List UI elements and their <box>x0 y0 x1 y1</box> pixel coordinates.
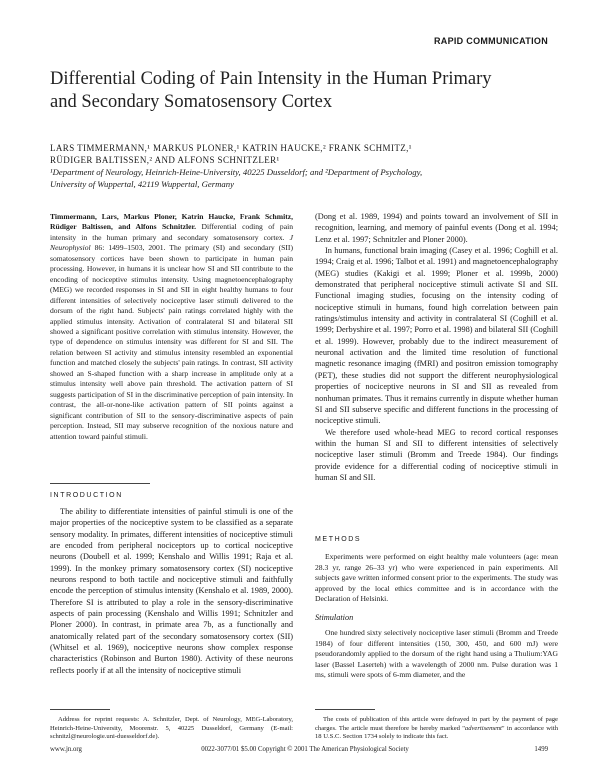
affiliations <box>50 166 560 190</box>
affiliation-line-2: University of Wuppertal, 42119 Wuppertal, Germany <box>50 179 234 189</box>
running-header: RAPID COMMUNICATION <box>433 36 548 46</box>
stimulation-paragraph: One hundred sixty selectively nociceptive laser stimuli (Bromm and Treede 1984) of four different intensities (150, 300, 450, and 600 mJ) were pseudorandomly applied to the dorsum of the right hand using a Thulium:YAG laser (Bassel Laserteh) with a wavelength of 2000 nm. Pulse duration was 1 ms, stimuli were spots of 6-mm diameter, and the <box>315 628 558 680</box>
introduction-paragraph-2: (Dong et al. 1989, 1994) and points toward an involvement of SII in recognition, learning, and memory of painful events (Dong et al. 1994; Lenz et al. 1997; Schnitzler and Ploner 2000). <box>315 212 558 244</box>
methods-paragraph-1: Experiments were performed on eight healthy male volunteers (age: mean 28.3 yr, range 26–33 yr) who were experienced in pain experiments. All subjects gave written informed consent prior to the experiments. The study was approved by the local ethics committee and is in accordance with the Declaration of Helsinki. <box>315 552 558 604</box>
affiliation-line-1: ¹Department of Neurology, Heinrich-Heine-University, 40225 Dusseldorf; and ²Department of Psychology, <box>50 167 423 177</box>
address-footnote: Address for reprint requests: A. Schnitzler, Dept. of Neurology, MEG-Laboratory, Heinrich-Heine-University, Moorenstr. 5, 40225 Dusseldorf, Germany (E-mail: schnitzl@neurologie.uni-duesseldorf.de). <box>50 716 293 741</box>
costs-footnote-part-2: " in accordance with 18 U.S.C. Section 1734 solely to indicate this fact. <box>315 724 558 741</box>
page-number: 1499 <box>534 746 548 753</box>
introduction-paragraph-1: The ability to differentiate intensities of painful stimuli is one of the major properties of the nociceptive system to be classified as a separate sensory modality. In primates, different intensities of nociceptive stimuli are encoded from peripheral nociceptors up to cortical nociceptive neurons (Doubell et al. 1999; Kenshalo and Willis 1991; Raja et al. 1999). In the monkey primary somatosensory cortex (SI) nociceptive neurons respond to both tactile and nociceptive stimuli and faithfully encode the perception of stimulus intensity (Kenshalo et al. 1989, 2000). Therefore SI is attributed to play a role in the sensory-discriminative aspects of pain processing (Kenshalo and Willis 1991; Schnitzler and Ploner 2000). In contrast, in primate area 7b, as a functionally and anatomically related part of the secondary somatosensory cortex (SII) (Whitsel et al. 1969), nociceptive neurons show complex response characteristics (Robinson and Burton 1980). Activity of these neurons reflects poorly if at all the intensity of nociceptive stimuli <box>50 507 293 675</box>
journal-name: J Neurophysiol <box>50 232 293 253</box>
title-line-2: and Secondary Somatosensory Cortex <box>50 92 333 112</box>
authors-line-2: RÜDIGER BALTISSEN,² AND ALFONS SCHNITZLER¹ <box>50 155 280 165</box>
article-title <box>50 68 520 114</box>
section-divider <box>50 483 150 484</box>
abstract-title: Differential coding of pain intensity in the human primary and secondary somatosensory cortex. <box>50 222 293 242</box>
introduction-heading: INTRODUCTION <box>50 492 123 499</box>
introduction-paragraph-4: We therefore used whole-head MEG to record cortical responses within the human SI and SII to different intensities of selectively nociceptive laser stimuli (Bromm and Treede 1984). Our findings provide evidence for a differential coding of nociceptive stimuli in human SI and SII. <box>315 427 558 482</box>
costs-footnote <box>315 716 558 742</box>
introduction-left <box>50 506 293 676</box>
costs-footnote-advertisement: advertisement <box>464 724 502 732</box>
footer-website: www.jn.org <box>50 746 82 753</box>
abstract <box>50 212 293 442</box>
methods-heading: METHODS <box>315 536 362 543</box>
footnote-divider <box>50 709 110 710</box>
introduction-paragraph-3: In humans, functional brain imaging (Casey et al. 1996; Coghill et al. 1994; Craig et al. 1996; Talbot et al. 1991) and magnetoencephalography (MEG) studies (Kakigi et al. 1999; Ploner et al. 1999b, 2000) demonstrated that peripheral nociceptive stimuli activate SI and SII. Functional imaging studies, focusing on the intensity coding of nociceptive stimuli in humans, found high correlation between pain ratings/stimulus intensity and activity in contralateral SI (Coghill et al. 1999; Derbyshire et al. 1997; Porro et al. 1998) and bilateral SII (Coghill et al. 1999). However, probably due to the indirect measurement of neuronal activation and the limited time resolution of functional magnetic resonance imaging (fMRI) and positron emission tomography (PET), these studies did not support the different neurophysiological properties of nociceptive neurons in SI and SII as revealed from nonhuman primates. Thus it remains currently in dispute whether human SI and SII subserve specific and different functions in the processing of nociceptive stimuli. <box>315 246 558 426</box>
abstract-body: The primary (SI) and secondary (SII) somatosensory cortices have been shown to participate in human pain processing. However, in humans it is unclear how SI and SII contribute to the encoding of nociceptive stimulus intensity. Using magnetoencephalography (MEG) we recorded responses in SI and SII in eight healthy humans to four different intensities of selectively nociceptive laser stimuli delivered to the dorsum of the right hand. Subjects' pain ratings correlated highly with the applied stimulus intensity. Activation of contralateral SI and bilateral SII showed a significant positive correlation with stimulus intensity. However, the type of dependence on stimulus intensity was different for SI and SII. The relation between SI activity and stimulus intensity resembled an exponential function and matched closely the subjects' pain ratings. In contrast, SII activity showed an S-shaped function with a sharp increase in amplitude only at a stimulus intensity well above pain threshold. The activation pattern of SI suggests participation of SI in the discriminative perception of pain intensity. In contrast, the all-or-none-like activation pattern of SII points against a significant contribution of SII to the sensory-discriminative aspects of pain perception. Instead, SII may subserve recognition of the noxious nature and attention toward painful stimuli. <box>50 243 293 441</box>
costs-footnote-part-1: The costs of publication of this article were defrayed in part by the payment of page charges. The article must therefore be hereby marked " <box>315 716 558 732</box>
footnote-left <box>50 709 293 742</box>
abstract-authors: Timmermann, Lars, Markus Ploner, Katrin Haucke, Frank Schmitz, Rüdiger Baltissen, and Alfons Schnitzler. <box>50 212 293 232</box>
footnote-right <box>315 709 558 742</box>
author-list <box>50 142 560 166</box>
footer-copyright: 0022-3077/01 $5.00 Copyright © 2001 The American Physiological Society <box>201 746 409 753</box>
title-line-1: Differential Coding of Pain Intensity in the Human Primary <box>50 69 492 89</box>
stimulation-heading: Stimulation <box>315 612 354 622</box>
footnote-divider-right <box>315 709 375 710</box>
introduction-right <box>315 211 558 483</box>
introduction-heading-block <box>50 483 293 499</box>
abstract-citation: 86: 1499–1503, 2001. <box>90 243 166 253</box>
authors-line-1: LARS TIMMERMANN,¹ MARKUS PLONER,¹ KATRIN HAUCKE,² FRANK SCHMITZ,¹ <box>50 143 412 153</box>
methods-section <box>315 535 558 681</box>
